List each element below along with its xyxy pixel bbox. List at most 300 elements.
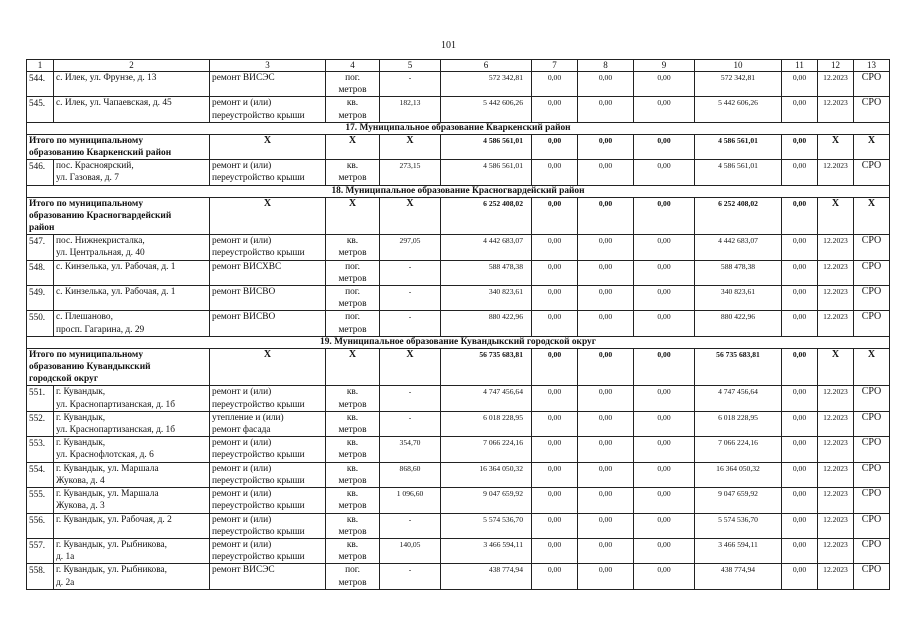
address-cell xyxy=(54,386,210,411)
total-cost-cell: 880 422,96 xyxy=(441,311,532,336)
subtotal-label-line: образованию Кваркенский район xyxy=(29,148,172,159)
address-cell-line: ул. Краснопартизанская, д. 1б xyxy=(56,399,175,410)
subtotal-label-line: образованию Красногвардейский xyxy=(29,210,172,221)
area-cell: - xyxy=(380,564,441,589)
c10-cell: 5 442 606,26 xyxy=(695,97,782,122)
unit-cell xyxy=(326,538,380,563)
table-row xyxy=(27,260,890,285)
c11-cell: 0,00 xyxy=(782,311,818,336)
subtotal-c5: X xyxy=(380,197,441,235)
row-number: 553. xyxy=(27,437,54,462)
work-type-cell xyxy=(210,260,326,285)
unit-cell-line: пог. xyxy=(345,73,360,83)
c11-cell: 0,00 xyxy=(782,160,818,185)
work-type-cell-line: ремонт и (или) xyxy=(212,539,272,550)
c11-cell: 0,00 xyxy=(782,462,818,487)
work-type-cell xyxy=(210,160,326,185)
area-cell: - xyxy=(380,411,441,436)
area-cell: - xyxy=(380,72,441,97)
deadline-cell: 12.2023 xyxy=(818,437,854,462)
row-number: 550. xyxy=(27,311,54,336)
work-type-cell-line: ремонт ВИСВО xyxy=(212,312,276,323)
work-type-cell xyxy=(210,72,326,97)
address-cell-line: д. 1а xyxy=(56,552,75,563)
table-row xyxy=(27,286,890,311)
subtotal-c3: X xyxy=(210,197,326,235)
deadline-cell: 12.2023 xyxy=(818,235,854,260)
deadline-cell: 12.2023 xyxy=(818,564,854,589)
unit-cell-line: метров xyxy=(338,110,367,121)
c8-cell: 0,00 xyxy=(578,513,634,538)
address-cell-line: Жукова, д. 4 xyxy=(56,475,105,486)
unit-cell-line: пог. xyxy=(345,312,360,323)
unit-cell xyxy=(326,311,380,336)
c9-cell: 0,00 xyxy=(634,260,695,285)
work-type-cell-line: переустройство крыши xyxy=(212,173,305,184)
address-cell-line: ул. Центральная, д. 40 xyxy=(56,248,145,259)
address-cell-line: г. Кувандык, xyxy=(56,412,106,423)
deadline-cell: 12.2023 xyxy=(818,462,854,487)
column-number-cell: 9 xyxy=(634,60,695,72)
subtotal-c8: 0,00 xyxy=(578,134,634,159)
subtotal-label-line: Итого по муниципальному xyxy=(29,349,144,360)
c7-cell: 0,00 xyxy=(532,97,578,122)
c10-cell: 9 047 659,92 xyxy=(695,488,782,513)
unit-cell xyxy=(326,488,380,513)
c9-cell: 0,00 xyxy=(634,160,695,185)
work-type-cell-line: ремонт и (или) xyxy=(212,161,272,172)
work-type-cell-line: переустройство крыши xyxy=(212,450,305,461)
subtotal-c11: 0,00 xyxy=(782,348,818,386)
total-cost-cell: 438 774,94 xyxy=(441,564,532,589)
unit-cell-line: кв. xyxy=(346,387,359,398)
deadline-cell: 12.2023 xyxy=(818,97,854,122)
c7-cell: 0,00 xyxy=(532,160,578,185)
unit-cell-line: метров xyxy=(338,324,367,335)
c8-cell: 0,00 xyxy=(578,235,634,260)
c11-cell: 0,00 xyxy=(782,488,818,513)
subtotal-c5: X xyxy=(380,134,441,159)
unit-cell-line: метров xyxy=(338,475,367,486)
total-cost-cell: 3 466 594,11 xyxy=(441,538,532,563)
table-row xyxy=(27,538,890,563)
work-type-cell-line: ремонт ВИСХВС xyxy=(212,261,282,272)
work-type-cell-line: ремонт и (или) xyxy=(212,463,272,474)
work-type-cell xyxy=(210,488,326,513)
subtotal-c13: X xyxy=(854,134,890,159)
c11-cell: 0,00 xyxy=(782,564,818,589)
work-type-cell xyxy=(210,286,326,311)
unit-cell-line: пог. xyxy=(345,261,360,272)
total-cost-cell: 5 574 536,70 xyxy=(441,513,532,538)
section-heading-row xyxy=(27,185,890,197)
c11-cell: 0,00 xyxy=(782,286,818,311)
subtotal-c4: X xyxy=(326,134,380,159)
work-type-cell-line: переустройство крыши xyxy=(212,501,305,512)
work-type-cell-line: переустройство крыши xyxy=(212,526,305,537)
c9-cell: 0,00 xyxy=(634,235,695,260)
unit-cell xyxy=(326,411,380,436)
row-number: 544. xyxy=(27,72,54,97)
subtotal-total-cost: 56 735 683,81 xyxy=(441,348,532,386)
c9-cell: 0,00 xyxy=(634,538,695,563)
table-row xyxy=(27,462,890,487)
deadline-cell: 12.2023 xyxy=(818,513,854,538)
subtotal-c10: 56 735 683,81 xyxy=(695,348,782,386)
unit-cell xyxy=(326,235,380,260)
c11-cell: 0,00 xyxy=(782,513,818,538)
area-cell: - xyxy=(380,286,441,311)
address-cell xyxy=(54,286,210,311)
c8-cell: 0,00 xyxy=(578,286,634,311)
section-heading: 19. Муниципальное образование Кувандыкский городской округ xyxy=(27,336,890,348)
subtotal-row xyxy=(27,348,890,386)
c10-cell: 4 747 456,64 xyxy=(695,386,782,411)
c9-cell: 0,00 xyxy=(634,411,695,436)
row-number: 558. xyxy=(27,564,54,589)
address-cell-line: г. Кувандык, ул. Маршала xyxy=(56,489,159,500)
c11-cell: 0,00 xyxy=(782,437,818,462)
subtotal-row xyxy=(27,197,890,235)
method-cell: СРО xyxy=(854,72,890,97)
deadline-cell: 12.2023 xyxy=(818,260,854,285)
subtotal-c13: X xyxy=(854,197,890,235)
subtotal-label-line: район xyxy=(29,223,55,234)
work-type-cell xyxy=(210,235,326,260)
c7-cell: 0,00 xyxy=(532,72,578,97)
method-cell: СРО xyxy=(854,513,890,538)
area-cell: - xyxy=(380,260,441,285)
work-type-cell xyxy=(210,564,326,589)
c9-cell: 0,00 xyxy=(634,462,695,487)
work-type-cell xyxy=(210,462,326,487)
method-cell: СРО xyxy=(854,286,890,311)
work-type-cell-line: переустройство крыши xyxy=(212,552,305,563)
unit-cell-line: метров xyxy=(338,248,367,259)
c11-cell: 0,00 xyxy=(782,411,818,436)
work-type-cell-line: переустройство крыши xyxy=(212,475,305,486)
unit-cell-line: метров xyxy=(338,425,367,436)
work-type-cell xyxy=(210,97,326,122)
section-heading: 18. Муниципальное образование Красногвардейский район xyxy=(27,185,890,197)
row-number: 556. xyxy=(27,513,54,538)
c9-cell: 0,00 xyxy=(634,488,695,513)
row-number: 551. xyxy=(27,386,54,411)
deadline-cell: 12.2023 xyxy=(818,538,854,563)
c10-cell: 340 823,61 xyxy=(695,286,782,311)
unit-cell xyxy=(326,462,380,487)
unit-cell-line: кв. xyxy=(346,412,359,423)
address-cell-line: г. Кувандык, xyxy=(56,387,106,398)
section-heading: 17. Муниципальное образование Кваркенский район xyxy=(27,122,890,134)
work-type-cell-line: переустройство крыши xyxy=(212,248,305,259)
address-cell-line: с. Илек, ул. Фрунзе, д. 13 xyxy=(56,73,157,83)
c7-cell: 0,00 xyxy=(532,462,578,487)
address-cell-line: Жукова, д. 3 xyxy=(56,501,105,512)
work-type-cell-line: ремонт ВИСВО xyxy=(212,287,276,298)
subtotal-label xyxy=(27,134,210,159)
section-heading-row xyxy=(27,122,890,134)
unit-cell xyxy=(326,564,380,589)
work-type-cell-line: ремонт и (или) xyxy=(212,387,272,398)
unit-cell-line: метров xyxy=(338,299,367,310)
unit-cell xyxy=(326,437,380,462)
column-number-cell: 2 xyxy=(54,60,210,72)
total-cost-cell: 9 047 659,92 xyxy=(441,488,532,513)
address-cell-line: ул. Краснопартизанская, д. 1б xyxy=(56,425,175,436)
total-cost-cell: 572 342,81 xyxy=(441,72,532,97)
unit-cell-line: метров xyxy=(338,501,367,512)
total-cost-cell: 4 442 683,07 xyxy=(441,235,532,260)
work-type-cell-line: утепление и (или) xyxy=(212,412,284,423)
subtotal-c9: 0,00 xyxy=(634,134,695,159)
method-cell: СРО xyxy=(854,462,890,487)
unit-cell xyxy=(326,513,380,538)
address-cell-line: г. Кувандык, ул. Рабочая, д. 2 xyxy=(56,514,172,525)
row-number: 547. xyxy=(27,235,54,260)
c10-cell: 7 066 224,16 xyxy=(695,437,782,462)
subtotal-label xyxy=(27,197,210,235)
c10-cell: 588 478,38 xyxy=(695,260,782,285)
method-cell: СРО xyxy=(854,488,890,513)
c9-cell: 0,00 xyxy=(634,437,695,462)
table-row xyxy=(27,72,890,97)
address-cell xyxy=(54,160,210,185)
subtotal-c3: X xyxy=(210,348,326,386)
column-number-cell: 3 xyxy=(210,60,326,72)
c8-cell: 0,00 xyxy=(578,411,634,436)
c7-cell: 0,00 xyxy=(532,286,578,311)
subtotal-c9: 0,00 xyxy=(634,348,695,386)
page-number: 101 xyxy=(441,40,456,51)
row-number: 555. xyxy=(27,488,54,513)
area-cell: 868,60 xyxy=(380,462,441,487)
address-cell-line: с. Илек, ул. Чапаевская, д. 45 xyxy=(56,98,172,109)
subtotal-c4: X xyxy=(326,197,380,235)
subtotal-label-line: образованию Кувандыкский xyxy=(29,362,151,373)
c10-cell: 438 774,94 xyxy=(695,564,782,589)
address-cell-line: г. Кувандык, ул. Рыбникова, xyxy=(56,565,168,576)
area-cell: 354,70 xyxy=(380,437,441,462)
unit-cell xyxy=(326,72,380,97)
area-cell: 182,13 xyxy=(380,97,441,122)
column-number-cell: 7 xyxy=(532,60,578,72)
unit-cell xyxy=(326,97,380,122)
deadline-cell: 12.2023 xyxy=(818,311,854,336)
unit-cell-line: метров xyxy=(338,273,367,284)
method-cell: СРО xyxy=(854,411,890,436)
work-type-cell xyxy=(210,311,326,336)
table-row xyxy=(27,564,890,589)
row-number: 554. xyxy=(27,462,54,487)
subtotal-label xyxy=(27,348,210,386)
column-number-cell: 12 xyxy=(818,60,854,72)
c9-cell: 0,00 xyxy=(634,97,695,122)
unit-cell-line: кв. xyxy=(346,514,359,525)
row-number: 552. xyxy=(27,411,54,436)
address-cell xyxy=(54,260,210,285)
row-number: 557. xyxy=(27,538,54,563)
c8-cell: 0,00 xyxy=(578,386,634,411)
subtotal-c11: 0,00 xyxy=(782,197,818,235)
c9-cell: 0,00 xyxy=(634,72,695,97)
unit-cell-line: кв. xyxy=(346,489,359,500)
c9-cell: 0,00 xyxy=(634,311,695,336)
row-number: 549. xyxy=(27,286,54,311)
address-cell xyxy=(54,437,210,462)
unit-cell-line: метров xyxy=(338,399,367,410)
deadline-cell: 12.2023 xyxy=(818,488,854,513)
area-cell: 140,05 xyxy=(380,538,441,563)
unit-cell-line: кв. xyxy=(346,236,359,247)
area-cell: 273,15 xyxy=(380,160,441,185)
address-cell-line: с. Кинзелька, ул. Рабочая, д. 1 xyxy=(56,261,176,272)
address-cell-line: ул. Краснофлотская, д. 6 xyxy=(56,450,154,461)
unit-cell xyxy=(326,386,380,411)
deadline-cell: 12.2023 xyxy=(818,286,854,311)
unit-cell-line: метров xyxy=(338,173,367,184)
address-cell xyxy=(54,538,210,563)
column-number-cell: 5 xyxy=(380,60,441,72)
deadline-cell: 12.2023 xyxy=(818,386,854,411)
unit-cell-line: кв. xyxy=(346,98,359,109)
c8-cell: 0,00 xyxy=(578,72,634,97)
row-number: 545. xyxy=(27,97,54,122)
c11-cell: 0,00 xyxy=(782,97,818,122)
subtotal-c8: 0,00 xyxy=(578,197,634,235)
method-cell: СРО xyxy=(854,538,890,563)
method-cell: СРО xyxy=(854,437,890,462)
unit-cell xyxy=(326,260,380,285)
unit-cell-line: кв. xyxy=(346,463,359,474)
total-cost-cell: 4 586 561,01 xyxy=(441,160,532,185)
address-cell-line: ул. Газовая, д. 7 xyxy=(56,173,119,184)
c8-cell: 0,00 xyxy=(578,564,634,589)
c10-cell: 16 364 050,32 xyxy=(695,462,782,487)
work-type-cell xyxy=(210,437,326,462)
subtotal-c7: 0,00 xyxy=(532,134,578,159)
c7-cell: 0,00 xyxy=(532,386,578,411)
c8-cell: 0,00 xyxy=(578,260,634,285)
address-cell-line: г. Кувандык, xyxy=(56,438,106,449)
c9-cell: 0,00 xyxy=(634,386,695,411)
subtotal-total-cost: 4 586 561,01 xyxy=(441,134,532,159)
c8-cell: 0,00 xyxy=(578,160,634,185)
column-number-cell: 10 xyxy=(695,60,782,72)
column-number-cell: 11 xyxy=(782,60,818,72)
total-cost-cell: 588 478,38 xyxy=(441,260,532,285)
subtotal-c12: X xyxy=(818,348,854,386)
unit-cell-line: пог. xyxy=(345,287,360,298)
subtotal-c5: X xyxy=(380,348,441,386)
total-cost-cell: 5 442 606,26 xyxy=(441,97,532,122)
table-row xyxy=(27,488,890,513)
subtotal-c4: X xyxy=(326,348,380,386)
c11-cell: 0,00 xyxy=(782,72,818,97)
c8-cell: 0,00 xyxy=(578,97,634,122)
c10-cell: 6 018 228,95 xyxy=(695,411,782,436)
c7-cell: 0,00 xyxy=(532,311,578,336)
subtotal-c10: 4 586 561,01 xyxy=(695,134,782,159)
c9-cell: 0,00 xyxy=(634,564,695,589)
total-cost-cell: 6 018 228,95 xyxy=(441,411,532,436)
c10-cell: 4 442 683,07 xyxy=(695,235,782,260)
work-type-cell-line: переустройство крыши xyxy=(212,110,305,121)
table-row xyxy=(27,411,890,436)
total-cost-cell: 340 823,61 xyxy=(441,286,532,311)
method-cell: СРО xyxy=(854,97,890,122)
work-type-cell-line: ремонт и (или) xyxy=(212,514,272,525)
address-cell-line: г. Кувандык, ул. Маршала xyxy=(56,463,159,474)
column-number-cell: 1 xyxy=(27,60,54,72)
repair-program-table xyxy=(26,59,890,590)
table-row xyxy=(27,311,890,336)
subtotal-c7: 0,00 xyxy=(532,348,578,386)
work-type-cell-line: ремонт фасада xyxy=(212,425,271,436)
row-number: 546. xyxy=(27,160,54,185)
work-type-cell xyxy=(210,513,326,538)
c7-cell: 0,00 xyxy=(532,513,578,538)
unit-cell xyxy=(326,160,380,185)
unit-cell-line: кв. xyxy=(346,161,359,172)
column-number-cell: 6 xyxy=(441,60,532,72)
total-cost-cell: 16 364 050,32 xyxy=(441,462,532,487)
c11-cell: 0,00 xyxy=(782,538,818,563)
unit-cell-line: метров xyxy=(338,526,367,537)
address-cell-line: д. 2а xyxy=(56,577,75,588)
c7-cell: 0,00 xyxy=(532,235,578,260)
work-type-cell-line: ремонт и (или) xyxy=(212,98,272,109)
area-cell: - xyxy=(380,513,441,538)
work-type-cell xyxy=(210,386,326,411)
address-cell xyxy=(54,488,210,513)
total-cost-cell: 4 747 456,64 xyxy=(441,386,532,411)
address-cell xyxy=(54,513,210,538)
c8-cell: 0,00 xyxy=(578,538,634,563)
c8-cell: 0,00 xyxy=(578,437,634,462)
method-cell: СРО xyxy=(854,160,890,185)
subtotal-row xyxy=(27,134,890,159)
address-cell-line: с. Кинзелька, ул. Рабочая, д. 1 xyxy=(56,287,176,298)
address-cell-line: г. Кувандык, ул. Рыбникова, xyxy=(56,539,168,550)
method-cell: СРО xyxy=(854,386,890,411)
column-number-row xyxy=(27,60,890,72)
c8-cell: 0,00 xyxy=(578,311,634,336)
area-cell: 1 096,60 xyxy=(380,488,441,513)
address-cell-line: пос. Нижнекристалка, xyxy=(56,236,145,247)
table-row xyxy=(27,513,890,538)
deadline-cell: 12.2023 xyxy=(818,72,854,97)
table-row xyxy=(27,386,890,411)
work-type-cell-line: ремонт и (или) xyxy=(212,236,272,247)
unit-cell xyxy=(326,286,380,311)
work-type-cell-line: ремонт и (или) xyxy=(212,489,272,500)
address-cell xyxy=(54,564,210,589)
c9-cell: 0,00 xyxy=(634,286,695,311)
address-cell-line: с. Плешаново, xyxy=(56,312,113,323)
c10-cell: 5 574 536,70 xyxy=(695,513,782,538)
column-number-cell: 8 xyxy=(578,60,634,72)
method-cell: СРО xyxy=(854,564,890,589)
table-row xyxy=(27,97,890,122)
address-cell xyxy=(54,411,210,436)
c10-cell: 3 466 594,11 xyxy=(695,538,782,563)
area-cell: - xyxy=(380,311,441,336)
area-cell: - xyxy=(380,386,441,411)
subtotal-c7: 0,00 xyxy=(532,197,578,235)
work-type-cell-line: переустройство крыши xyxy=(212,399,305,410)
address-cell xyxy=(54,311,210,336)
